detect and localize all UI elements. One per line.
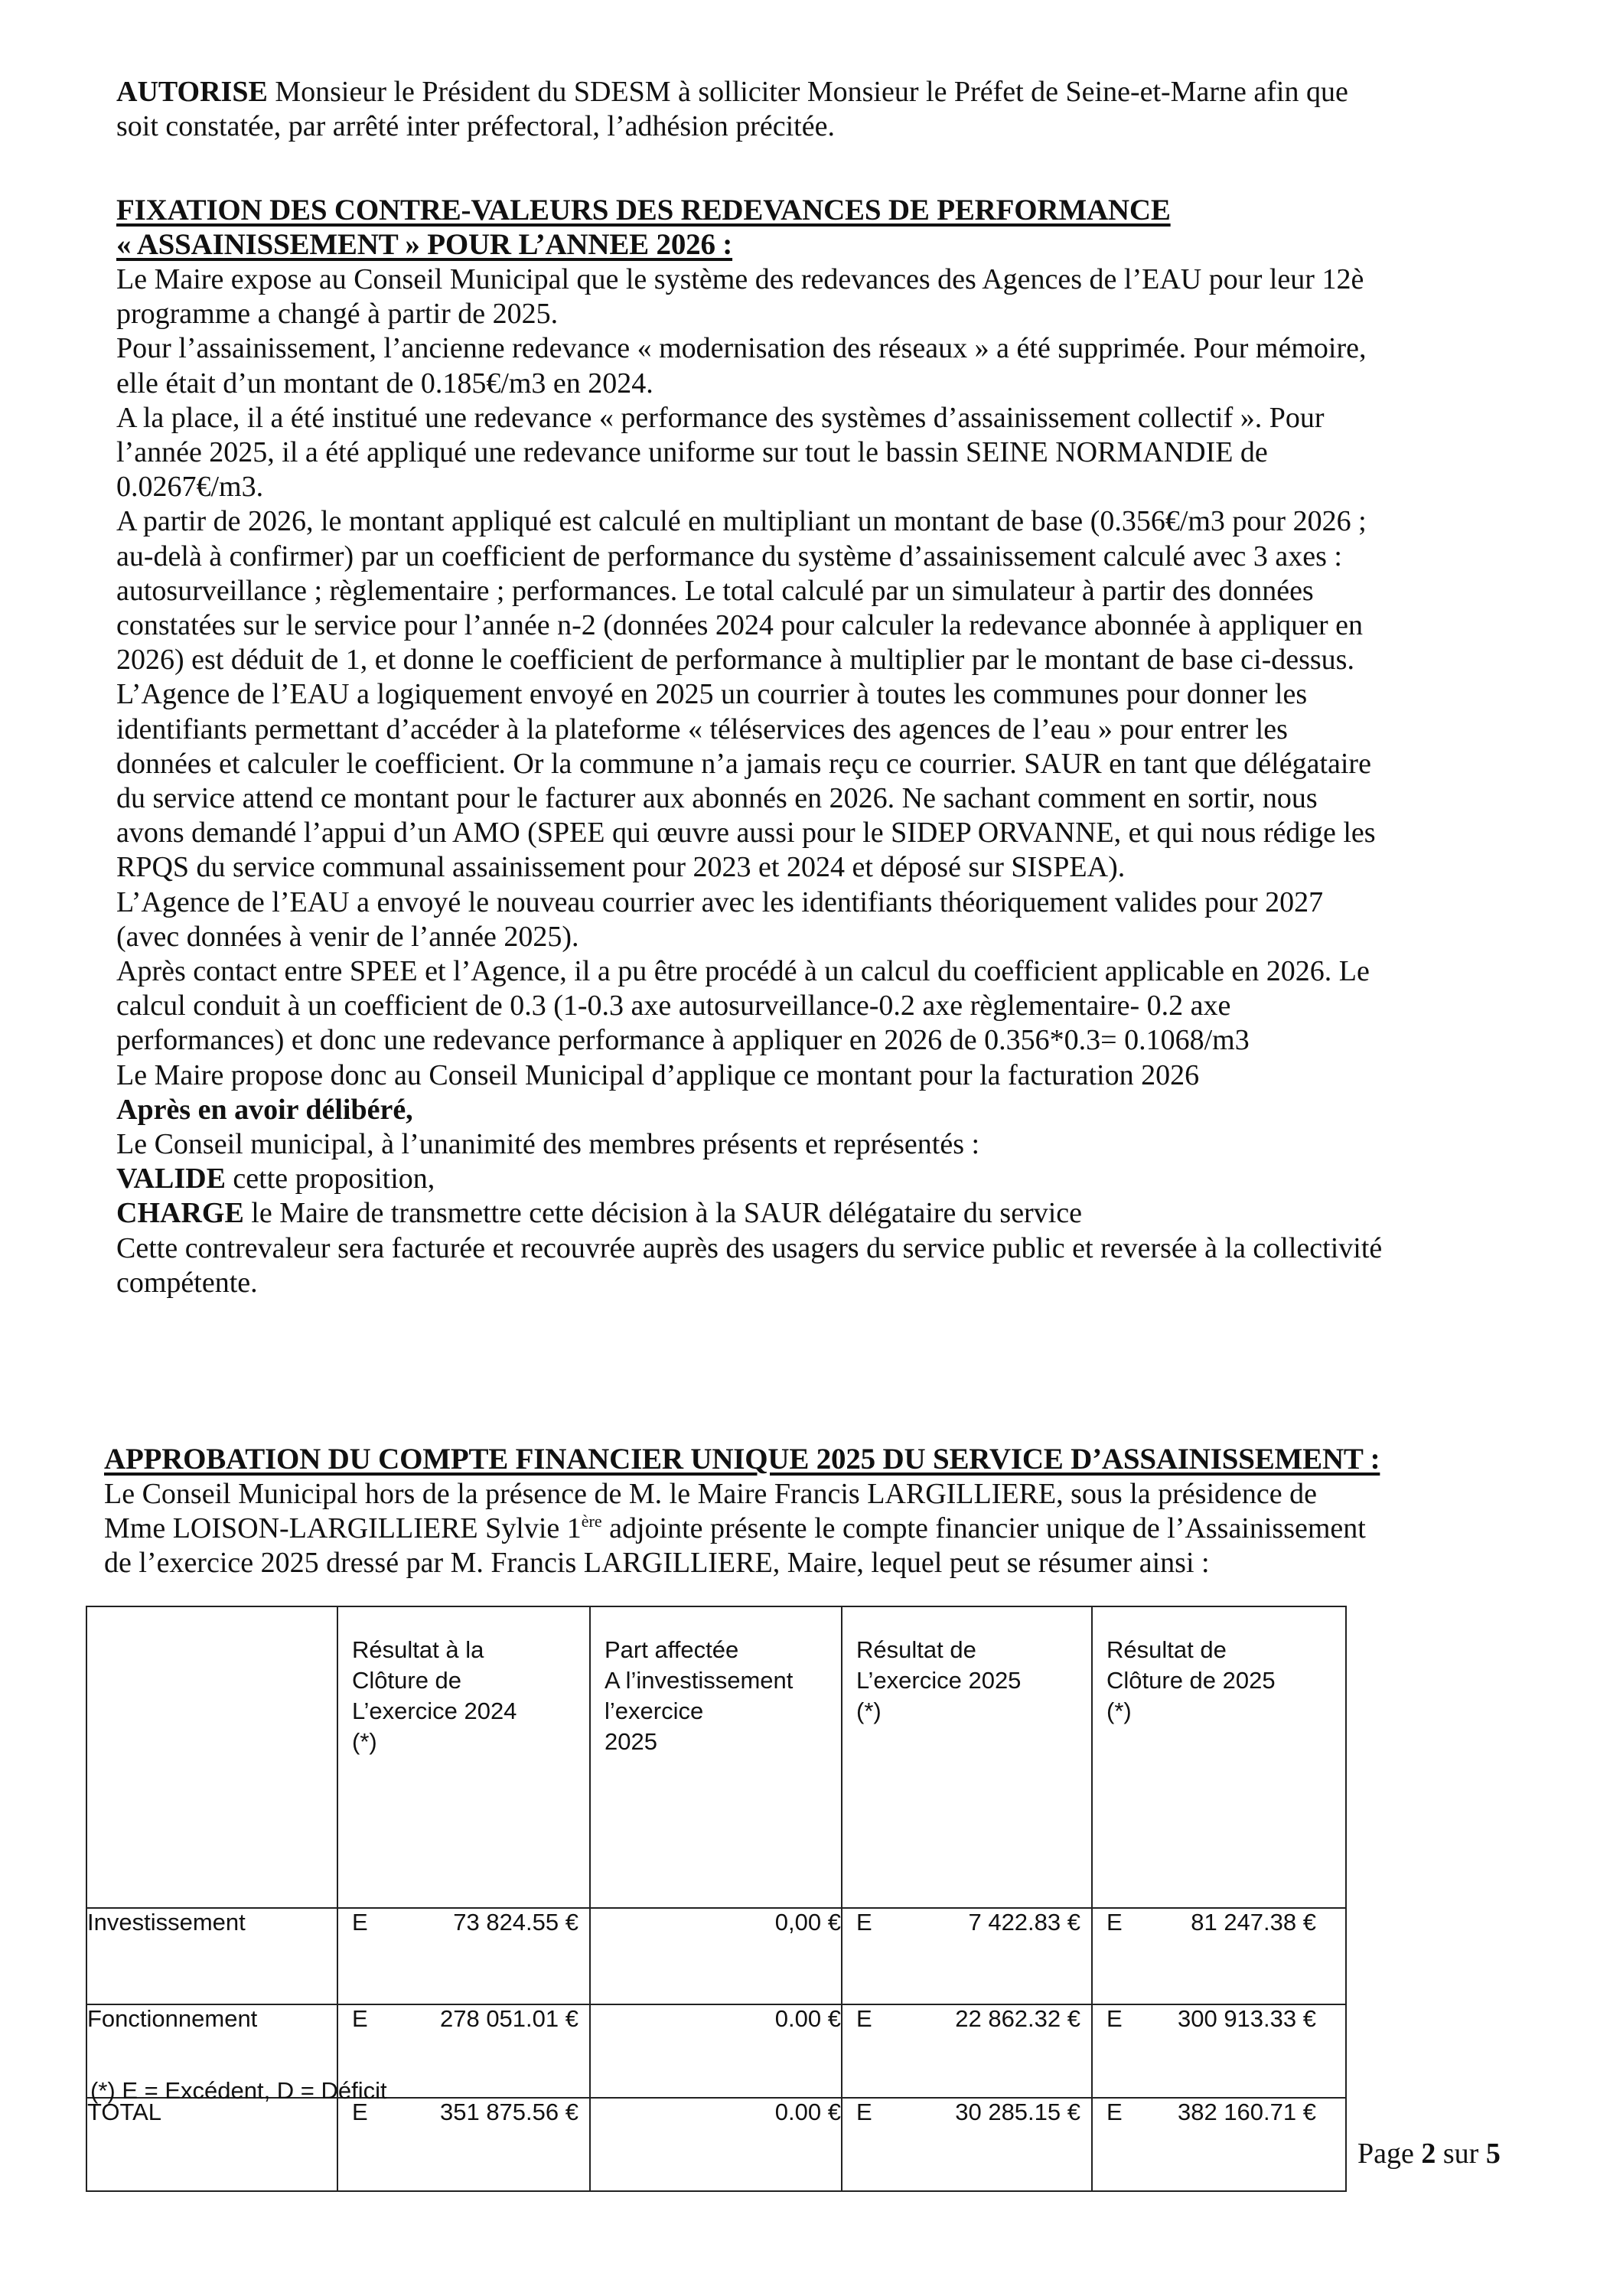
body-line: 2026) est déduit de 1, et donne le coefficient de performance à multiplier par le montant de base ci-dessus. [116,644,1354,677]
valide-decision: VALIDE cette proposition, [116,1163,435,1195]
table-header-empty [86,1606,337,1908]
body-line: performances) et donc une redevance performance à appliquer en 2026 de 0.356*0.3= 0.1068/m3 [116,1024,1250,1057]
row-label: Investissement [86,1908,337,2004]
cell-cloture-2024: E 278 051.01 € [337,2004,590,2098]
cell-part-affectee: 0,00 € [590,1908,842,2004]
cell-cloture-2025: E 300 913.33 € [1092,2004,1346,2098]
body-line: L’Agence de l’EAU a logiquement envoyé en 2025 un courrier à toutes les communes pour donner les [116,678,1308,711]
body-line: RPQS du service communal assainissement pour 2023 et 2024 et déposé sur SISPEA). [116,851,1126,884]
row-label: Fonctionnement [86,2004,337,2098]
body-line: (avec données à venir de l’année 2025). [116,920,579,953]
table-row [86,1908,1346,2004]
table-header-part-affectee: Part affectée A l’investissement l’exercice 2025 [590,1606,842,1908]
charge-decision: CHARGE le Maire de transmettre cette décision à la SAUR délégataire du service [116,1197,1083,1230]
body-line: identifiants permettant d’accéder à la plateforme « téléservices des agences de l’eau » pour entrer les [116,713,1288,745]
cell-cloture-2024: E 351 875.56 € [337,2098,590,2191]
body-line: Le Maire expose au Conseil Municipal que le système des redevances des Agences de l’EAU pour leur 12è [116,263,1364,295]
closing-line: compétente. [116,1266,258,1299]
body-line: A la place, il a été institué une redevance « performance des systèmes d’assainissement collectif ». Pour [116,401,1325,434]
body-line: autosurveillance ; règlementaire ; performances. Le total calculé par un simulateur à partir des données [116,574,1314,607]
table-footnote: (*) E = Excédent, D = Déficit [90,2077,387,2104]
body-line: calcul conduit à un coefficient de 0.3 (1-0.3 axe autosurveillance-0.2 axe règlementaire- 0.2 axe [116,990,1231,1022]
body-line: L’Agence de l’EAU a envoyé le nouveau courrier avec les identifiants théoriquement valides pour 2027 [116,885,1324,918]
section1-body [116,263,1555,1300]
cell-exercice-2025: E 22 862.32 € [842,2004,1092,2098]
autorise-keyword: AUTORISE [116,76,268,108]
body-line: constatées sur le service pour l’année n-2 (données 2024 pour calculer la redevance abonnée à appliquer en [116,609,1364,642]
body-line: programme a changé à partir de 2025. [116,298,559,331]
body-line: avons demandé l’appui d’un AMO (SPEE qui œuvre aussi pour le SIDEP ORVANNE, et qui nous rédige les [116,817,1376,850]
cell-part-affectee: 0.00 € [590,2004,842,2098]
body-line: A partir de 2026, le montant appliqué est calculé en multipliant un montant de base (0.356€/m3 pour 2026 ; [116,505,1367,538]
cell-cloture-2024: E 73 824.55 € [337,1908,590,2004]
body-line: données et calculer le coefficient. Or la commune n’a jamais reçu ce courrier. SAUR en tant que délégataire [116,747,1371,780]
table-header-exercice-2025: Résultat de L’exercice 2025 (*) [842,1606,1092,1908]
deliberation-label: Après en avoir délibéré, [116,1093,413,1126]
cell-exercice-2025: E 7 422.83 € [842,1908,1092,2004]
cell-part-affectee: 0.00 € [590,2098,842,2191]
cell-cloture-2025: E 382 160.71 € [1092,2098,1346,2191]
cell-exercice-2025: E 30 285.15 € [842,2098,1092,2191]
table-row-total [86,2098,1346,2191]
table-header-row [86,1606,1346,1908]
body-line: au-delà à confirmer) par un coefficient de performance du système d’assainissement calculé avec 3 axes : [116,540,1342,572]
body-line: 0.0267€/m3. [116,471,264,504]
section2-intro: Le Conseil Municipal hors de la présence de M. le Maire Francis LARGILLIERE, sous la présidence de Mme LOISON-LARGILLIERE Sylvie 1ère adjointe présente le compte financier unique de l’Assainissement de l’exercice 2025 dressé par M. Francis LARGILLIERE, Maire, lequel peut se résumer ainsi : [104,1478,1366,1580]
vote-statement: Le Conseil municipal, à l’unanimité des membres présents et représentés : [116,1128,980,1161]
section-heading-redevances: FIXATION DES CONTRE-VALEURS DES REDEVANCES DE PERFORMANCE « ASSAINISSEMENT » POUR L’ANNEE 2026 : [116,194,1171,261]
body-line: du service attend ce montant pour le facturer aux abonnés en 2026. Ne sachant comment en sortir, nous [116,782,1318,815]
row-label: TOTAL [86,2098,337,2191]
cell-cloture-2025: E 81 247.38 € [1092,1908,1346,2004]
section-heading-compte-financier: APPROBATION DU COMPTE FINANCIER UNIQUE 2025 DU SERVICE D’ASSAINISSEMENT : [104,1443,1380,1476]
body-line: Pour l’assainissement, l’ancienne redevance « modernisation des réseaux » a été supprimée. Pour mémoire, [116,332,1367,365]
closing-line: Cette contrevaleur sera facturée et recouvrée auprès des usagers du service public et reversée à la collectivité [116,1231,1383,1264]
autorise-paragraph: AUTORISE Monsieur le Président du SDESM à solliciter Monsieur le Préfet de Seine-et-Marne afin que soit constatée, par arrêté inter préfectoral, l’adhésion précitée. [116,76,1348,143]
table-header-cloture-2024: Résultat à la Clôture de L’exercice 2024 (*) [337,1606,590,1908]
page-current: 2 [1421,2138,1436,2170]
body-line: l’année 2025, il a été appliqué une redevance uniforme sur tout le bassin SEINE NORMANDIE de [116,436,1268,469]
body-line: elle était d’un montant de 0.185€/m3 en 2024. [116,367,653,400]
page-total: 5 [1485,2138,1501,2170]
body-line: Après contact entre SPEE et l’Agence, il a pu être procédé à un calcul du coefficient applicable en 2026. Le [116,955,1370,988]
page-number: Page 2 sur 5 [1357,2138,1501,2170]
table-header-cloture-2025: Résultat de Clôture de 2025 (*) [1092,1606,1346,1908]
body-line: Le Maire propose donc au Conseil Municipal d’applique ce montant pour la facturation 2026 [116,1058,1200,1091]
